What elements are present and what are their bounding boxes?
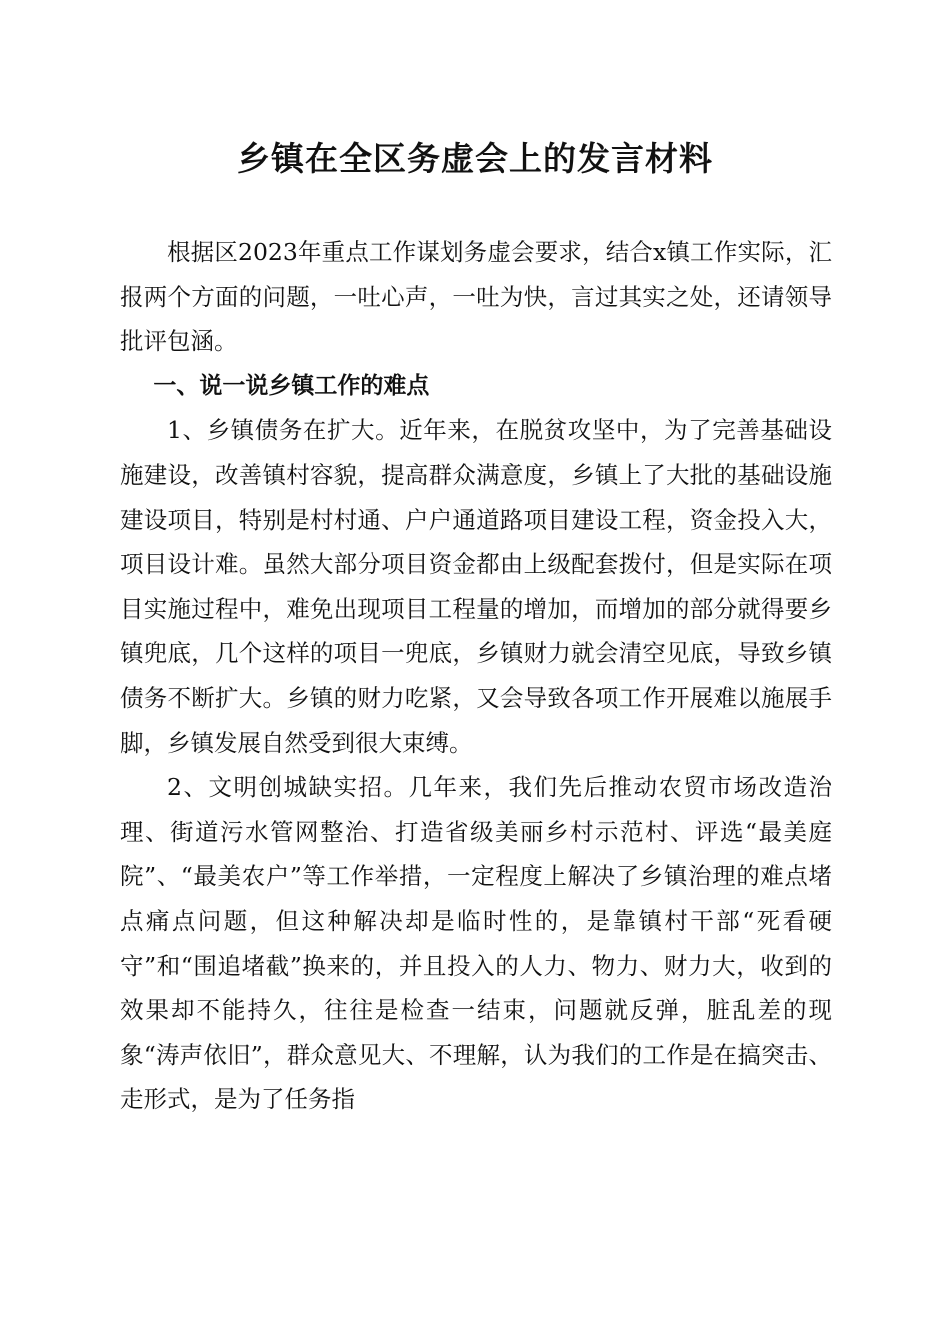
section-heading: 一、说一说乡镇工作的难点 xyxy=(153,372,430,399)
document-body xyxy=(120,230,832,1122)
document-title: 乡镇在全区务虚会上的发言材料 xyxy=(237,139,713,178)
item-paragraph-1: 1、乡镇债务在扩大。近年来，在脱贫攻坚中，为了完善基础设施建设，改善镇村容貌，提高群众满意度，乡镇上了大批的基础设施建设项目，特别是村村通、户户通道路项目建设工程，资金投入大，项目设计难。虽然大部分项目资金都由上级配套拨付，但是实际在项目实施过程中，难免出现项目工程量的增加，而增加的部分就得要乡镇兜底，几个这样的项目一兜底，乡镇财力就会清空见底，导致乡镇债务不断扩大。乡镇的财力吃紧，又会导致各项工作开展难以施展手脚，乡镇发展自然受到很大束缚。 xyxy=(120,416,832,757)
intro-paragraph: 根据区2023年重点工作谋划务虚会要求，结合x镇工作实际，汇报两个方面的问题，一吐心声，一吐为快，言过其实之处，还请领导批评包涵。 xyxy=(120,238,832,356)
item-paragraph-2: 2、文明创城缺实招。几年来，我们先后推动农贸市场改造治理、街道污水管网整治、打造省级美丽乡村示范村、评选“最美庭院”、“最美农户”等工作举措，一定程度上解决了乡镇治理的难点堵点痛点问题，但这种解决却是临时性的，是靠镇村干部“死看硬守”和“围追堵截”换来的，并且投入的人力、物力、财力大，收到的效果却不能持久，往往是检查一结束，问题就反弹，脏乱差的现象“涛声依旧”，群众意见大、不理解，认为我们的工作是在搞突击、走形式，是为了任务指 xyxy=(120,773,832,1114)
